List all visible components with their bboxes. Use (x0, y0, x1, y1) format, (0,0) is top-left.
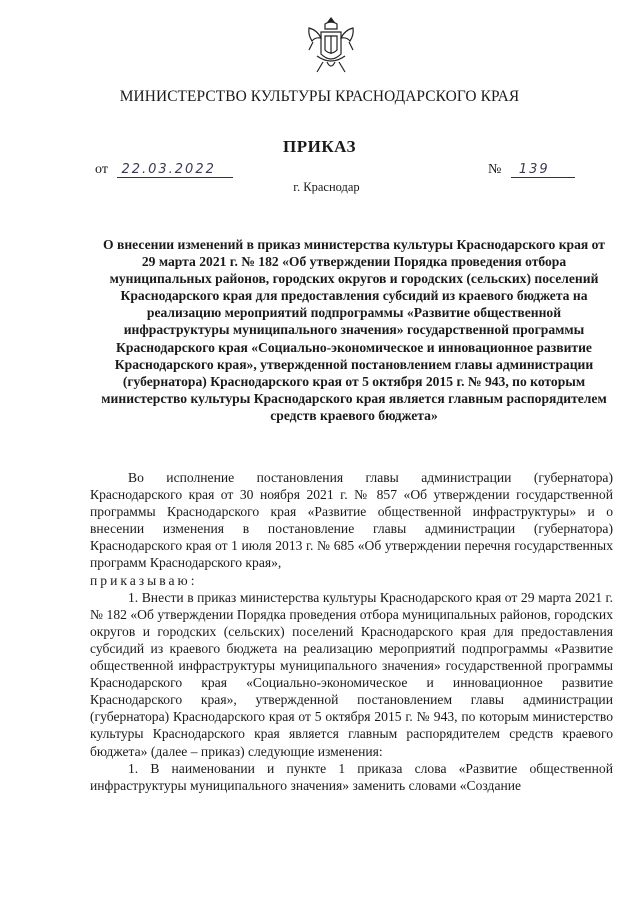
number-field (488, 162, 575, 178)
item-1-1-paragraph: 1. В наименовании и пункте 1 приказа слова «Развитие общественной инфраструктуры муниципального значения» заменить словами «Создание (90, 760, 613, 793)
order-word: приказываю: (90, 572, 198, 588)
ministry-name: МИНИСТЕРСТВО КУЛЬТУРЫ КРАСНОДАРСКОГО КРАЯ (119, 88, 520, 105)
date-prefix: от (95, 162, 108, 177)
handwritten-date: 22.03.2022 (121, 162, 216, 177)
document-type: ПРИКАЗ (283, 137, 356, 156)
city: г. Краснодар (293, 180, 360, 194)
document-body (90, 469, 613, 794)
item-1-paragraph: 1. Внести в приказ министерства культуры Краснодарского края от 29 марта 2021 г. № 182 «Об утверждении Порядка проведения отбора муниципальных районов, городских округов и городских (сельских) поселений Краснодарского края для предоставления субсидий из краевого бюджета на реализацию мероприятий подпрограммы «Развитие общественной инфраструктуры муниципального значения» государственной программы Краснодарского края «Социально-экономическое и инновационное развитие Краснодарского края», утвержденной постановлением главы администрации (губернатора) Краснодарского края от 5 октября 2015 г. № 943, по которым министерство культуры Краснодарского края является главным распорядителем средств краевого бюджета» (далее – приказ) следующие изменения: (90, 589, 613, 759)
document-title: О внесении изменений в приказ министерства культуры Краснодарского края от 29 марта 2021 г. № 182 «Об утверждении Порядка проведения отбора муниципальных районов, городских округов и городских (сельских) поселений Краснодарского края для предоставления субсидий из краевого бюджета на реализацию мероприятий подпрограммы «Развитие общественной инфраструктуры муниципального значения» государственной программы Краснодарского края «Социально-экономическое и инновационное развитие Краснодарского края», утвержденной постановлением главы администрации (губернатора) Краснодарского края от 5 октября 2015 г. № 943, по которым министерство культуры Краснодарского края является главным распорядителем средств краевого бюджета» (101, 237, 607, 423)
number-prefix: № (488, 162, 502, 177)
handwritten-number: 139 (518, 162, 550, 177)
intro-paragraph: Во исполнение постановления главы администрации (губернатора) Краснодарского края от 30 ноября 2021 г. № 857 «Об утверждении государственной программы Краснодарского края «Развитие общественной инфраструктуры» и о внесении изменения в постановление главы администрации (губернатора) Краснодарского края от 1 июля 2013 г. № 685 «Об утверждении перечня государственных программ Краснодарского края», (90, 470, 613, 571)
coat-of-arms-emblem (303, 14, 359, 78)
date-field (95, 162, 233, 178)
